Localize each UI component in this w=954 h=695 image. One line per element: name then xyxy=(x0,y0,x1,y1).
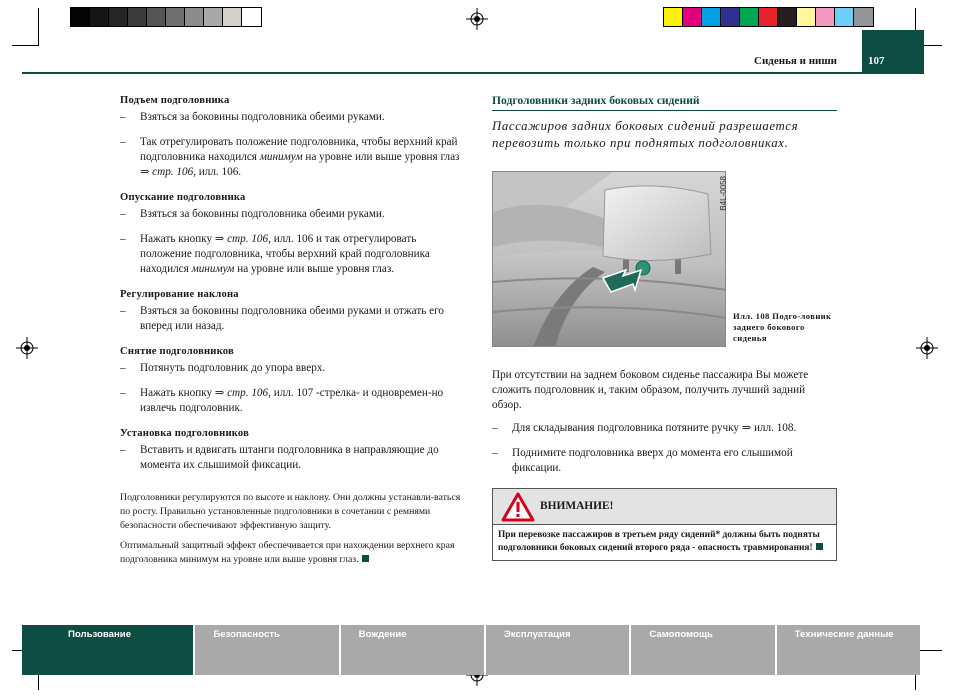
color-swatch xyxy=(71,8,90,26)
color-swatch xyxy=(166,8,185,26)
page-reference-link[interactable]: стр. 106 xyxy=(227,387,269,399)
gray-color-bar xyxy=(70,7,262,27)
color-swatch xyxy=(90,8,109,26)
warning-title: ВНИМАНИЕ! xyxy=(540,500,614,512)
warning-triangle-icon xyxy=(501,492,535,522)
color-swatch xyxy=(759,8,778,26)
list-item: – Потянуть подголовник до упора вверх. xyxy=(120,361,465,376)
subheading-install: Установка подголовников xyxy=(120,428,250,439)
figure-caption: Илл. 108 Подго-ловник заднего бокового сиденья xyxy=(733,311,832,343)
headrest-illustration xyxy=(492,171,726,347)
end-of-section-icon xyxy=(816,543,823,550)
color-swatch xyxy=(835,8,854,26)
color-swatch xyxy=(664,8,683,26)
section-title: Сиденья и ниши xyxy=(754,55,837,67)
tab-operation[interactable]: Эксплуатация xyxy=(486,625,631,675)
header-rule xyxy=(22,72,924,74)
color-swatch xyxy=(702,8,721,26)
page-reference-link[interactable]: стр. 106 xyxy=(227,233,269,245)
color-swatch xyxy=(109,8,128,26)
color-swatch xyxy=(223,8,242,26)
warning-header xyxy=(493,489,836,525)
lead-text: Пассажиров задних боковых сидений разрешается перевозить только при поднятых подголовниках. xyxy=(492,119,799,150)
tab-driving[interactable]: Вождение xyxy=(341,625,486,675)
left-column xyxy=(120,93,465,573)
color-swatch xyxy=(740,8,759,26)
right-column xyxy=(492,93,837,561)
body-paragraph: При отсутствии на заднем боковом сиденье пассажира Вы можете сложить подголовник и, таким образом, получить лучший задний обзор. xyxy=(492,369,809,411)
subheading-raise: Подъем подголовника xyxy=(120,95,230,106)
list-item: – Нажать кнопку ⇒ стр. 106, илл. 106 и так отрегулировать положение подголовника, чтобы верхний край подголовника находился минимум на уровне или выше уровня глаз. xyxy=(120,232,465,277)
section-heading: Подголовники задних боковых сидений xyxy=(492,93,837,111)
color-swatch xyxy=(147,8,166,26)
list-item: – Для складывания подголовника потяните ручку ⇒ илл. 108. xyxy=(492,421,837,436)
registration-mark-icon xyxy=(916,337,938,359)
color-swatch xyxy=(204,8,223,26)
color-bar xyxy=(663,7,874,27)
subheading-remove: Снятие подголовников xyxy=(120,346,234,357)
figure-block xyxy=(492,171,837,347)
warning-text: При перевозке пассажиров в третьем ряду сидений* должны быть подняты подголовники боковых сидений второго ряда - опасность травмирования! xyxy=(493,525,836,560)
color-swatch xyxy=(816,8,835,26)
subheading-tilt: Регулирование наклона xyxy=(120,289,239,300)
color-swatch xyxy=(683,8,702,26)
registration-mark-icon xyxy=(16,337,38,359)
color-swatch xyxy=(854,8,873,26)
crop-mark xyxy=(12,45,39,46)
chapter-navigation xyxy=(22,625,920,675)
page-number: 107 xyxy=(862,30,924,72)
end-of-section-icon xyxy=(362,555,369,562)
warning-box xyxy=(492,488,837,561)
color-swatch xyxy=(242,8,261,26)
list-item: – Поднимите подголовника вверх до момента его слышимой фиксации. xyxy=(492,446,837,476)
note-paragraph: Подголовники регулируются по высоте и наклону. Они должны устанавли-ваться по росту. Правильно установленные подголовники в сочетании с ремнями безопасности обеспечивают эффективную защиту. xyxy=(120,492,461,531)
tab-safety[interactable]: Безопасность xyxy=(195,625,340,675)
list-item: – Так отрегулировать положение подголовника, чтобы верхний край подголовника находился минимум на уровне или выше уровня глаз ⇒ стр. 106, илл. 106. xyxy=(120,135,465,180)
color-swatch xyxy=(128,8,147,26)
list-item: – Взяться за боковины подголовника обеими руками. xyxy=(120,110,465,125)
list-item: – Взяться за боковины подголовника обеими руками и отжать его вперед или назад. xyxy=(120,304,465,334)
tab-usage[interactable]: Пользование xyxy=(22,625,195,675)
color-swatch xyxy=(185,8,204,26)
list-item: – Нажать кнопку ⇒ стр. 106, илл. 107 -стрелка- и одновремен-но извлечь подголовник. xyxy=(120,386,465,416)
rear-seat-headrest-image xyxy=(493,172,726,347)
tab-technical-data[interactable]: Технические данные xyxy=(777,625,920,675)
page-reference-link[interactable]: стр. 106 xyxy=(152,166,194,178)
figure-code: B4L-0058 xyxy=(719,176,728,211)
list-item: – Вставить и вдвигать штанги подголовника в направляющие до момента их слышимой фиксации. xyxy=(120,443,465,473)
color-swatch xyxy=(797,8,816,26)
list-item: – Взяться за боковины подголовника обеими руками. xyxy=(120,207,465,222)
color-swatch xyxy=(778,8,797,26)
tab-self-help[interactable]: Самопомощь xyxy=(631,625,776,675)
color-swatch xyxy=(721,8,740,26)
registration-mark-icon xyxy=(466,8,488,30)
crop-mark xyxy=(38,8,39,46)
note-paragraph: Оптимальный защитный эффект обеспечивается при нахождении верхнего края подголовника минимум на уровне или выше уровня глаз. xyxy=(120,540,455,565)
subheading-lower: Опускание подголовника xyxy=(120,192,246,203)
